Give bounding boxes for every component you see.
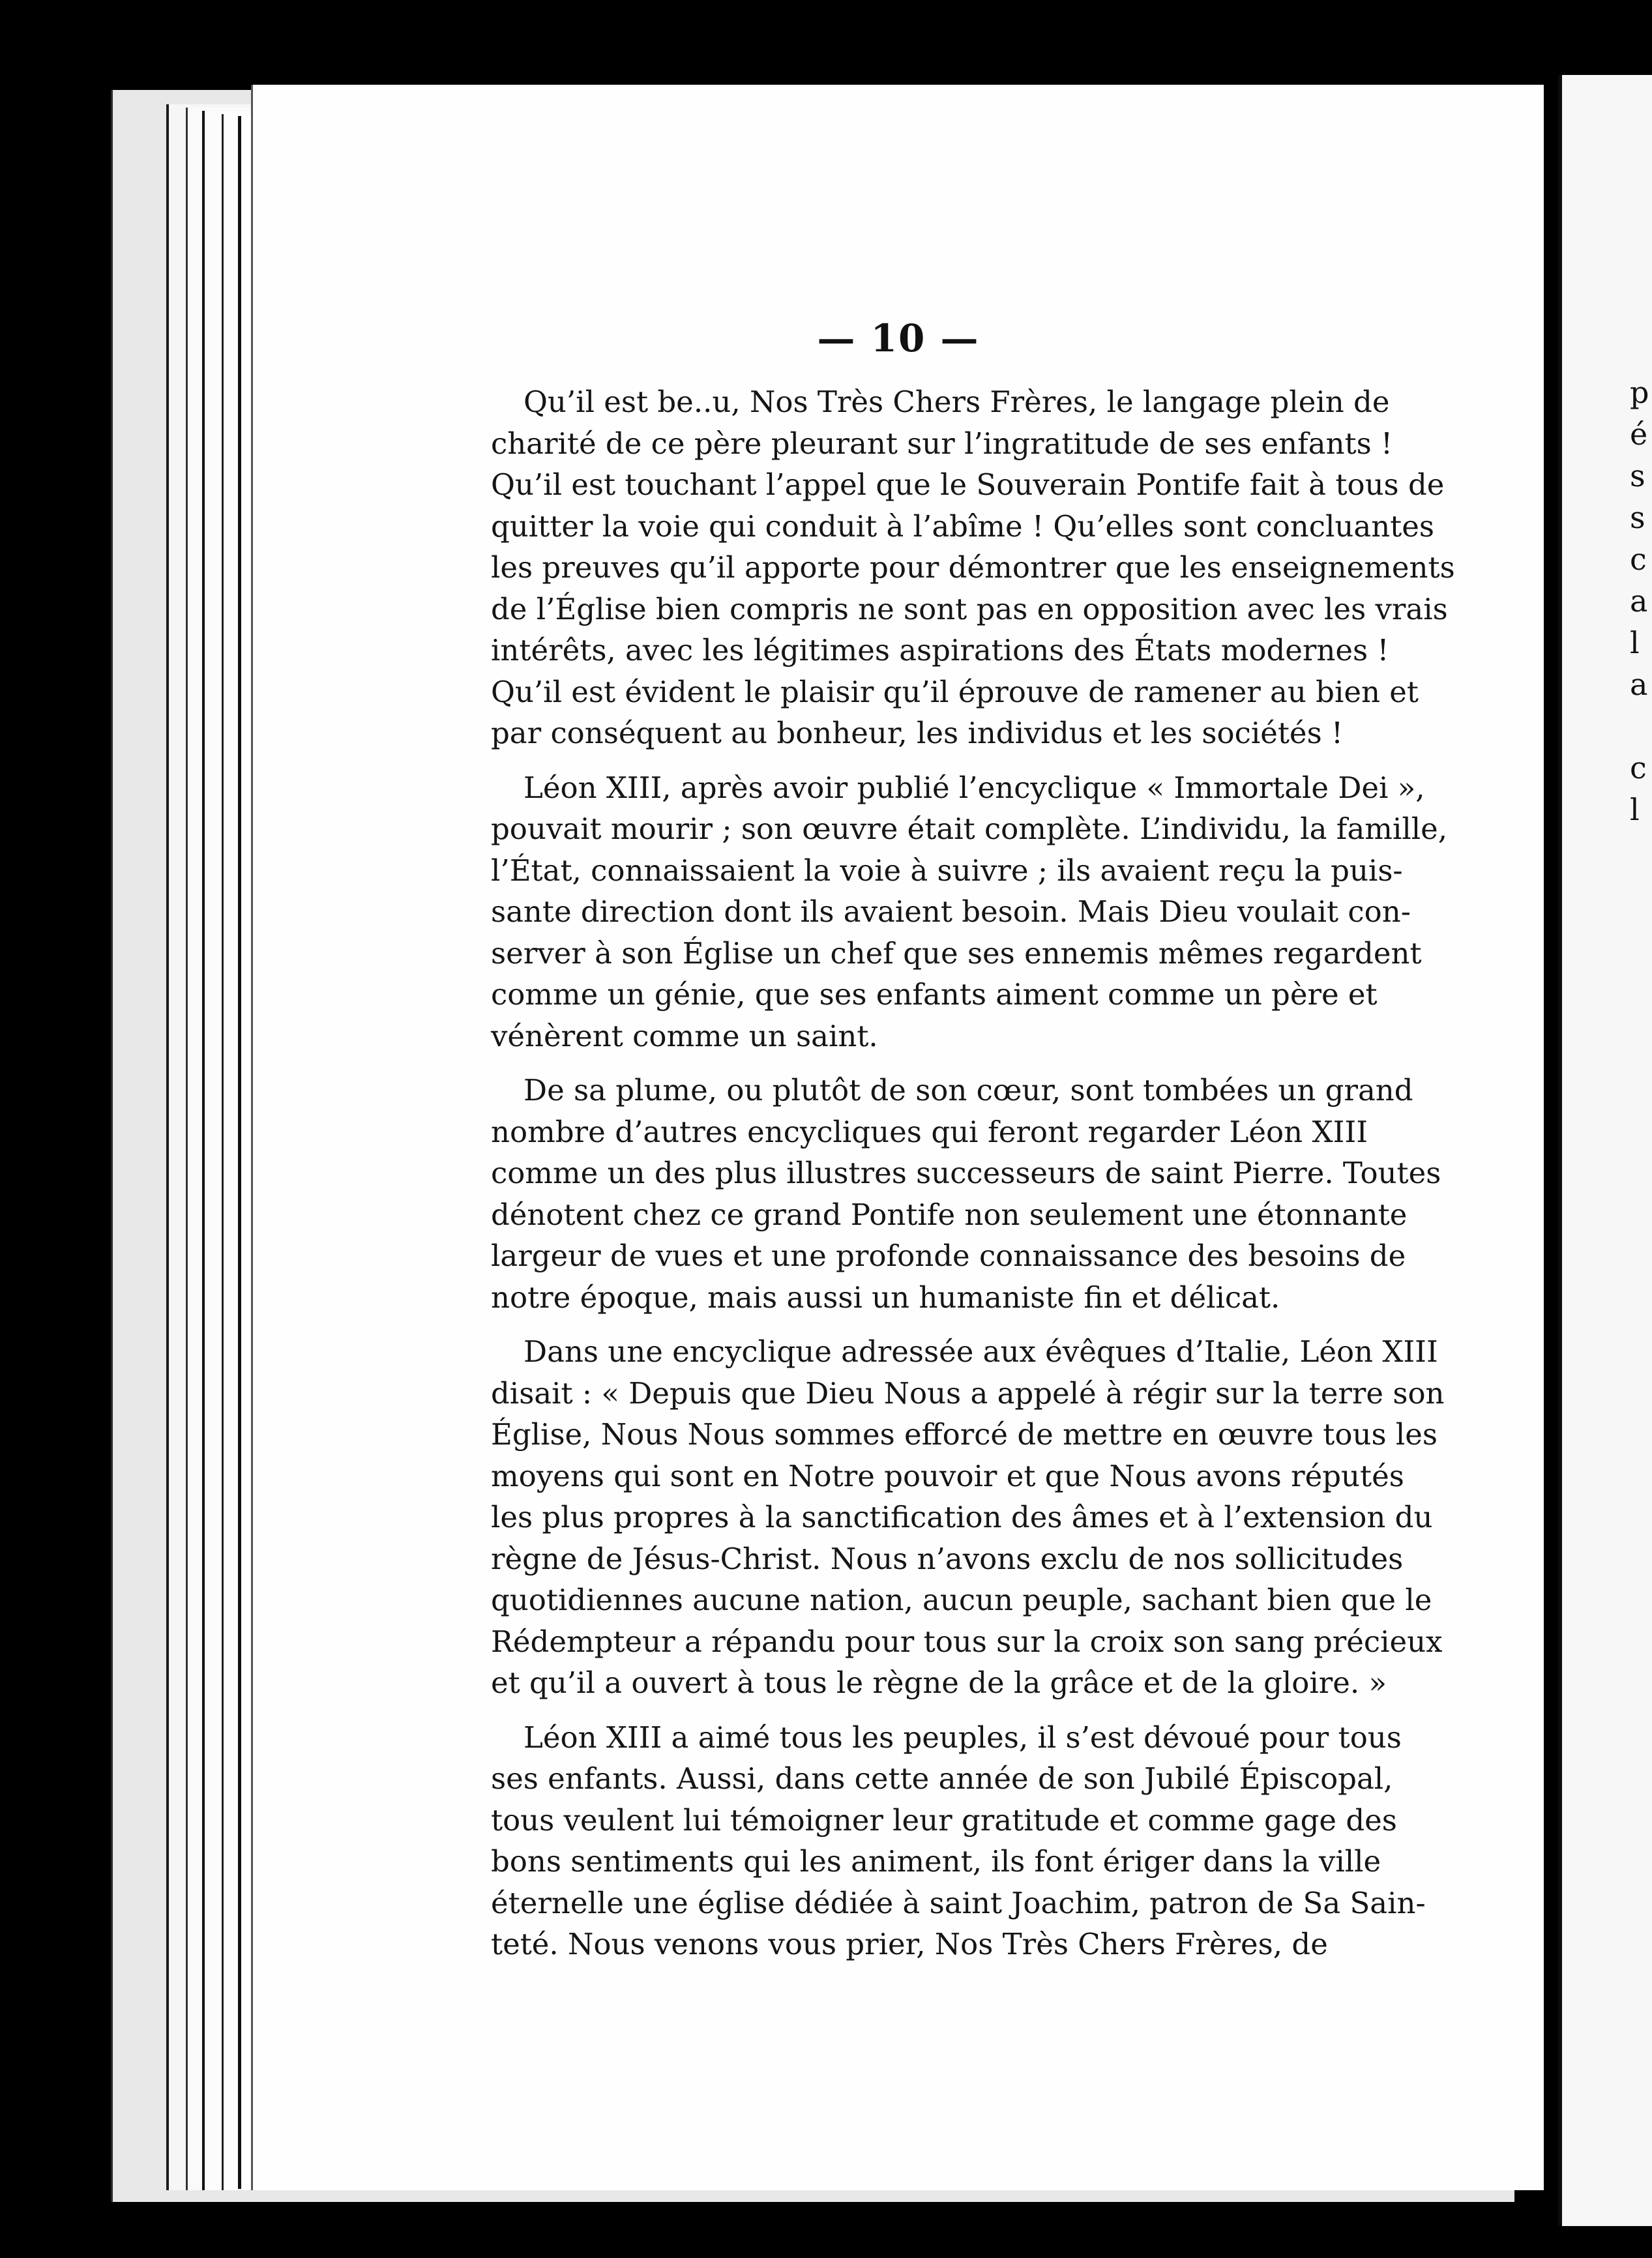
text-line: quitter la voie qui conduit à l’abîme ! Qu’elles sont concluantes xyxy=(491,508,1434,544)
text-line: teté. Nous venons vous prier, Nos Très Chers Frères, de xyxy=(491,1927,1328,1961)
facing-page-letter: l xyxy=(1630,625,1640,660)
text-line: moyens qui sont en Notre pouvoir et que Nous avons réputés xyxy=(491,1458,1404,1493)
text-line: sante direction dont ils avaient besoin. Mais Dieu voulait con- xyxy=(491,894,1411,929)
text-line: éternelle une église dédiée à saint Joachim, patron de Sa Sain- xyxy=(491,1885,1426,1920)
text-line: quotidiennes aucune nation, aucun peuple, sachant bien que le xyxy=(491,1583,1432,1617)
document-page xyxy=(251,85,1544,2190)
facing-page-letter: c xyxy=(1630,750,1647,785)
text-line: Rédempteur a répandu pour tous sur la croix son sang précieux xyxy=(491,1624,1443,1659)
facing-page-letter xyxy=(1630,705,1652,747)
paragraph xyxy=(491,767,1448,1057)
text-line: vénèrent comme un saint. xyxy=(491,1018,878,1053)
paragraph xyxy=(491,1331,1445,1704)
facing-page-letters xyxy=(1630,372,1652,997)
text-line: les preuves qu’il apporte pour démontrer que les enseignements xyxy=(491,550,1455,585)
facing-page-letter: l xyxy=(1630,792,1640,827)
body-text xyxy=(491,381,1455,1978)
facing-page-letter: s xyxy=(1630,458,1645,493)
text-line: l’État, connaissaient la voie à suivre ; ils avaient reçu la puis- xyxy=(491,853,1403,888)
text-line: Léon XIII a aimé tous les peuples, il s’est dévoué pour tous xyxy=(524,1720,1402,1755)
text-line: largeur de vues et une profonde connaissance des besoins de xyxy=(491,1239,1406,1273)
text-line: Qu’il est évident le plaisir qu’il éprouve de ramener au bien et xyxy=(491,674,1419,709)
page-number: — 10 — xyxy=(817,316,980,360)
facing-page-letter: a xyxy=(1630,583,1648,619)
text-line: disait : « Depuis que Dieu Nous a appelé à régir sur la terre son xyxy=(491,1375,1445,1411)
text-line: ses enfants. Aussi, dans cette année de son Jubilé Épiscopal, xyxy=(491,1761,1393,1796)
text-line: De sa plume, ou plutôt de son cœur, sont tombées un grand xyxy=(524,1073,1413,1107)
text-line: pouvait mourir ; son œuvre était complète. L’individu, la famille, xyxy=(491,812,1448,846)
text-line: Qu’il est be..u, Nos Très Chers Frères, le langage plein de xyxy=(524,385,1390,419)
facing-page-letter xyxy=(1630,914,1652,956)
text-line: par conséquent au bonheur, les individus et les sociétés ! xyxy=(491,716,1344,750)
paragraph xyxy=(491,1717,1426,1965)
facing-page-letter xyxy=(1630,956,1652,997)
facing-page-letter: p xyxy=(1630,375,1649,410)
text-line: Léon XIII, après avoir publié l’encyclique « Immortale Dei », xyxy=(524,770,1425,805)
text-line: Qu’il est touchant l’appel que le Souverain Pontife fait à tous de xyxy=(491,467,1445,502)
facing-page-letter: c xyxy=(1630,542,1647,577)
text-line: Église, Nous Nous sommes efforcé de mettre en œuvre tous les xyxy=(491,1417,1438,1452)
text-line: bons sentiments qui les animent, ils font ériger dans la ville xyxy=(491,1844,1381,1879)
text-line: et qu’il a ouvert à tous le règne de la grâce et de la gloire. » xyxy=(491,1665,1387,1700)
facing-page-letter xyxy=(1630,830,1652,872)
text-line: server à son Église un chef que ses ennemis mêmes regardent xyxy=(491,935,1422,971)
text-line: charité de ce père pleurant sur l’ingratitude de ses enfants ! xyxy=(491,426,1393,461)
text-line: comme un des plus illustres successeurs de saint Pierre. Toutes xyxy=(491,1156,1441,1190)
facing-page-letter: s xyxy=(1630,500,1645,535)
paragraph xyxy=(491,381,1455,754)
facing-page-letter: a xyxy=(1630,667,1648,702)
text-line: règne de Jésus-Christ. Nous n’avons exclu de nos sollicitudes xyxy=(491,1541,1404,1576)
text-line: de l’Église bien compris ne sont pas en opposition avec les vrais xyxy=(491,591,1448,626)
paragraph xyxy=(491,1070,1441,1318)
text-line: intérêts, avec les légitimes aspirations des États modernes ! xyxy=(491,633,1389,667)
text-line: dénotent chez ce grand Pontife non seulement une étonnante xyxy=(491,1197,1408,1232)
text-line: nombre d’autres encycliques qui feront regarder Léon XIII xyxy=(491,1114,1368,1149)
text-line: comme un génie, que ses enfants aiment comme un père et xyxy=(491,977,1378,1012)
text-line: tous veulent lui témoigner leur gratitude et comme gage des xyxy=(491,1802,1397,1838)
facing-page-letter: é xyxy=(1630,417,1648,452)
text-line: notre époque, mais aussi un humaniste fin et délicat. xyxy=(491,1280,1280,1315)
text-line: Dans une encyclique adressée aux évêques d’Italie, Léon XIII xyxy=(524,1334,1438,1369)
text-line: les plus propres à la sanctification des âmes et à l’extension du xyxy=(491,1500,1433,1534)
facing-page-letter xyxy=(1630,872,1652,914)
